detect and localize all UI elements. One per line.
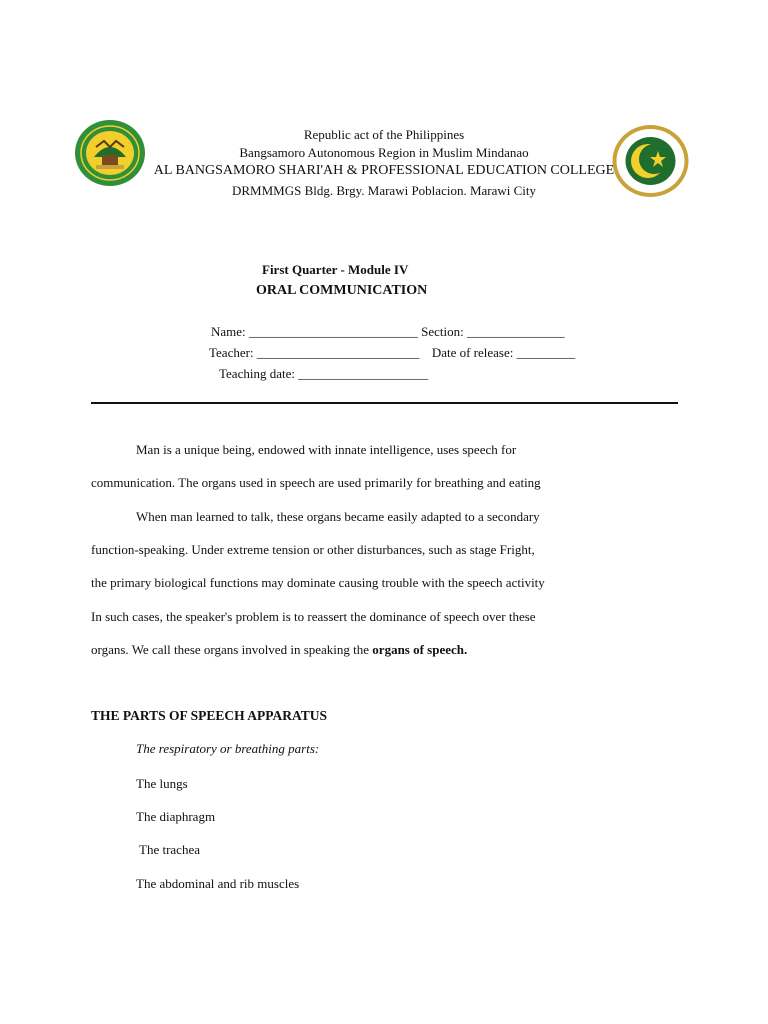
para2-line1: When man learned to talk, these organs became easily adapted to a secondary: [136, 509, 540, 524]
list-item: The abdominal and rib muscles: [136, 876, 300, 891]
form-row-teaching: [219, 364, 428, 384]
header-republic: Republic act of the Philippines: [303, 127, 465, 142]
list-item: The trachea: [136, 842, 200, 857]
para2-line2: function-speaking. Under extreme tension or other disturbances, such as stage Fright,: [91, 542, 535, 557]
para2-line5: [91, 642, 467, 658]
name-field[interactable]: __________________________: [248, 324, 418, 339]
para2-line4: In such cases, the speaker's problem is to reassert the dominance of speech over these: [91, 609, 536, 624]
release-label: Date of release:: [431, 345, 514, 360]
module-quarter: First Quarter - Module IV: [262, 262, 409, 277]
section-subheading: The respiratory or breathing parts:: [136, 741, 320, 756]
para2-line5-text: organs. We call these organs involved in speaking the: [91, 642, 373, 657]
module-subject: ORAL COMMUNICATION: [256, 283, 428, 298]
section-heading: THE PARTS OF SPEECH APPARATUS: [91, 708, 328, 723]
header-region: Bangsamoro Autonomous Region in Muslim Mindanao: [239, 145, 529, 160]
header-college: AL BANGSAMORO SHARI'AH & PROFESSIONAL EDUCATION COLLEGE: [153, 163, 615, 178]
teaching-field[interactable]: ____________________: [298, 366, 429, 381]
organs-of-speech-term: organs of speech.: [372, 642, 468, 657]
teacher-label: Teacher:: [209, 345, 254, 360]
list-item: The diaphragm: [136, 809, 216, 824]
section-field[interactable]: _______________: [467, 324, 565, 339]
header-address: DRMMMGS Bldg. Brgy. Marawi Poblacion. Marawi City: [231, 183, 537, 198]
para1-line1: Man is a unique being, endowed with innate intelligence, uses speech for: [136, 442, 517, 457]
divider: [91, 402, 678, 404]
teacher-field[interactable]: _________________________: [256, 345, 420, 360]
release-field[interactable]: _________: [516, 345, 576, 360]
name-label: Name:: [211, 324, 246, 339]
form-row-teacher: [209, 343, 575, 363]
para2-line3: the primary biological functions may dominate causing trouble with the speech activity: [91, 575, 545, 590]
para1-line2: communication. The organs used in speech are used primarily for breathing and eating: [91, 475, 541, 490]
list-item: The lungs: [136, 776, 188, 791]
teaching-label: Teaching date:: [219, 366, 295, 381]
form-row-name: [211, 322, 565, 342]
section-label: Section:: [421, 324, 464, 339]
